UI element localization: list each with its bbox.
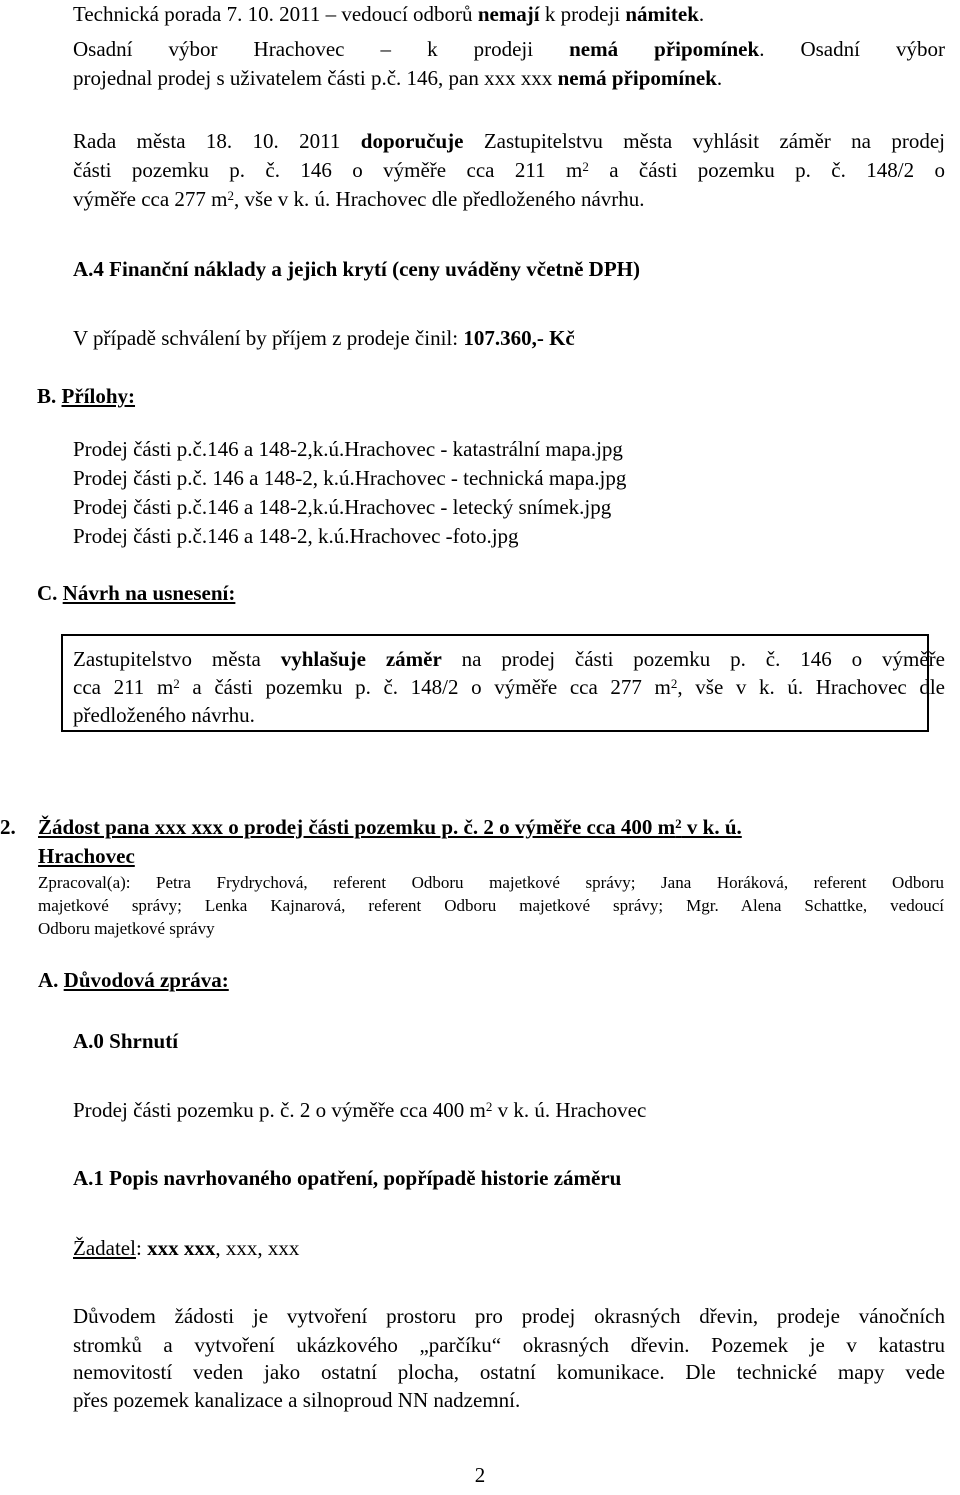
section-2-title-line-1: Žádost pana xxx xxx o prodej části pozemku p. č. 2 o výměře cca 400 $m^2$ v k. ú.	[38, 815, 742, 839]
section-2-number: 2.	[0, 815, 16, 839]
reason-line-2: stromků a vytvoření ukázkového „parčíku“ okrasných dřevin. Pozemek je v katastru	[73, 1333, 945, 1357]
reason-line-3: nemovitostí veden jako ostatní plocha, ostatní komunikace. Dle technické mapy vede	[73, 1360, 945, 1384]
a4-heading: A.4 Finanční náklady a jejich krytí (ceny uváděny včetně DPH)	[73, 257, 640, 281]
attachment-item[interactable]: Prodej části p.č. 146 a 148-2, k.ú.Hrachovec - technická mapa.jpg	[73, 466, 627, 490]
rada-line-2: části pozemku p. č. 146 o výměře cca 211 $m^2$ a části pozemku p. č. 148/2 o	[73, 158, 945, 182]
a4-income-text: V případě schválení by příjem z prodeje činil: 107.360,- Kč	[73, 326, 575, 350]
a1-heading: A.1 Popis navrhovaného opatření, popřípadě historie záměru	[73, 1166, 622, 1190]
resolution-line-2: cca 211 $m^2$ a části pozemku p. č. 148/2 o výměře cca 277 $m^2$, vše v k. ú. Hrachovec dle	[73, 675, 945, 699]
reason-line-1: Důvodem žádosti je vytvoření prostoru pro prodej okrasných dřevin, prodeje vánočních	[73, 1304, 945, 1328]
a0-summary: Prodej části pozemku p. č. 2 o výměře cca 400 $m^2$ v k. ú. Hrachovec	[73, 1098, 647, 1122]
attachment-item[interactable]: Prodej části p.č.146 a 148-2, k.ú.Hrachovec -foto.jpg	[73, 524, 519, 548]
prepared-by-line-3: Odboru majetkové správy	[38, 919, 215, 938]
resolution-line-1: Zastupitelstvo města vyhlašuje záměr na prodej části pozemku p. č. 146 o výměře	[73, 647, 945, 671]
prepared-by-line-2: majetkové správy; Lenka Kajnarová, referent Odboru majetkové správy; Mgr. Alena Schattke, vedoucí	[38, 896, 944, 915]
osadni-vybor-line-2: projednal prodej s uživatelem části p.č. 146, pan xxx xxx nemá připomínek.	[73, 66, 723, 90]
osadni-vybor-line-1: Osadní výbor Hrachovec – k prodeji nemá připomínek. Osadní výbor	[73, 37, 945, 61]
b-heading: B. Přílohy:	[37, 384, 136, 408]
prepared-by-line-1: Zpracoval(a): Petra Frydrychová, referent Odboru majetkové správy; Jana Horáková, referent Odboru	[38, 873, 944, 892]
reason-line-4: přes pozemek kanalizace a silnoproud NN nadzemní.	[73, 1388, 521, 1412]
attachment-item[interactable]: Prodej části p.č.146 a 148-2,k.ú.Hrachovec - letecký snímek.jpg	[73, 495, 612, 519]
rada-line-1: Rada města 18. 10. 2011 doporučuje Zastupitelstvu města vyhlásit záměr na prodej	[73, 129, 945, 153]
rada-line-3: výměře cca 277 $m^2$, vše v k. ú. Hrachovec dle předloženého návrhu.	[73, 187, 645, 211]
attachment-item[interactable]: Prodej části p.č.146 a 148-2,k.ú.Hrachovec - katastrální mapa.jpg	[73, 437, 623, 461]
technical-meeting-line: Technická porada 7. 10. 2011 – vedoucí odborů nemají k prodeji námitek.	[73, 2, 705, 26]
resolution-line-3: předloženého návrhu.	[73, 703, 255, 727]
section-2-a-heading: A. Důvodová zpráva:	[38, 968, 229, 992]
a0-heading: A.0 Shrnutí	[73, 1029, 179, 1053]
section-2-title-line-2: Hrachovec	[38, 844, 135, 868]
c-heading: C. Návrh na usnesení:	[37, 581, 236, 605]
page-number: 2	[474, 1463, 486, 1487]
applicant-line: Žadatel: xxx xxx, xxx, xxx	[73, 1236, 300, 1260]
